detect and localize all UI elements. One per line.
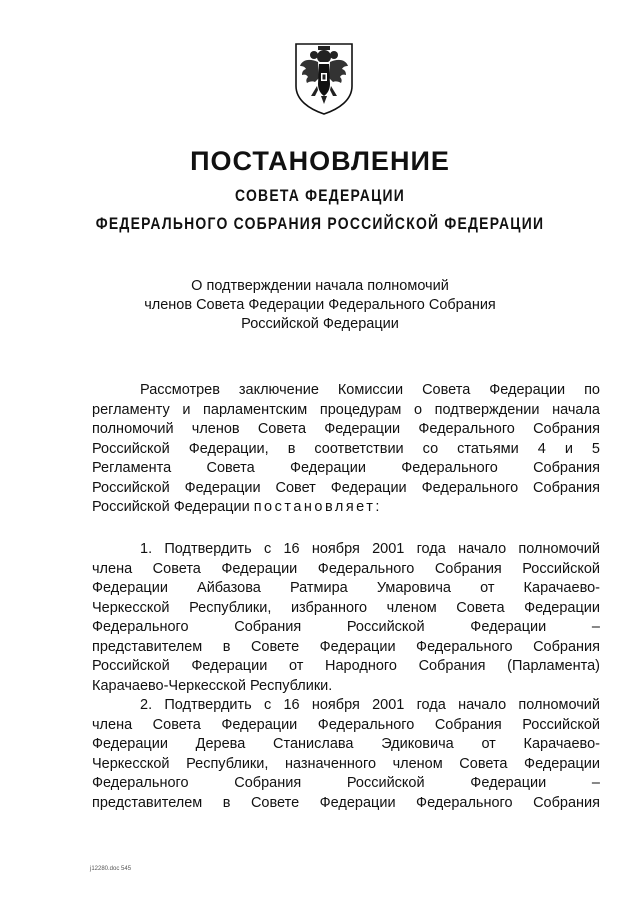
text-line: Федерации Айбазова Ратмира Умаровича от Карачаево-	[92, 580, 600, 596]
subject-line: О подтверждении начала полномочий	[191, 278, 449, 294]
text-line: Черкесской Республики, избранного членом Совета Федерации	[92, 599, 600, 616]
text-line: представителем в Совете Федерации Федерального Собрания	[92, 794, 600, 811]
resolves-word: постановляет:	[253, 499, 382, 515]
issuing-assembly: ФЕДЕРАЛЬНОГО СОБРАНИЯ РОССИЙСКОЙ ФЕДЕРАЦИИ	[95, 214, 545, 233]
preamble-paragraph	[92, 381, 600, 518]
text-line: Российской Федерации от Народного Собрания (Парламента)	[92, 658, 600, 674]
text-line: Федерального Собрания Российской Федерации –	[92, 619, 600, 635]
text-line: члена Совета Федерации Федерального Собрания Российской	[92, 560, 600, 577]
text-line	[92, 498, 600, 518]
russian-coat-of-arms-icon	[293, 40, 355, 116]
clause-1-paragraph	[92, 540, 600, 696]
text-line: Российской Федерации Совет Федерации Федерального Собрания	[92, 479, 600, 496]
text-line: Федерального Собрания Российской Федерации –	[92, 775, 600, 791]
subject-line: Российской Федерации	[241, 316, 399, 332]
text-line: члена Совета Федерации Федерального Собрания Российской	[92, 716, 600, 733]
text-line: Регламента Совета Федерации Федерального Собрания	[92, 460, 600, 476]
document-subject	[0, 277, 640, 334]
text-line: Карачаево-Черкесской Республики.	[92, 677, 333, 694]
text-line: Черкесской Республики, назначенного членом Совета Федерации	[92, 755, 600, 772]
text-line: представителем в Совете Федерации Федерального Собрания	[92, 638, 600, 655]
text-line: регламенту и парламентским процедурам о подтверждении начала	[92, 401, 600, 418]
text-fragment: Российской Федерации	[92, 499, 254, 515]
document-footer-code: j12280.doc 545	[90, 866, 132, 872]
issuing-body: СОВЕТА ФЕДЕРАЦИИ	[235, 186, 405, 205]
document-title: ПОСТАНОВЛЕНИЕ	[190, 146, 450, 176]
text-line: Федерации Дерева Станислава Эдиковича от Карачаево-	[92, 736, 600, 752]
clause-2-paragraph	[92, 696, 600, 813]
text-line: Рассмотрев заключение Комиссии Совета Федерации по	[140, 382, 600, 398]
text-line: 1. Подтвердить с 16 ноября 2001 года начало полномочий	[140, 541, 600, 557]
text-line: полномочий членов Совета Федерации Федерального Собрания	[92, 421, 600, 437]
subject-line: членов Совета Федерации Федерального Собрания	[144, 297, 496, 313]
text-line: Российской Федерации, в соответствии со статьями 4 и 5	[92, 440, 600, 457]
text-line: 2. Подтвердить с 16 ноября 2001 года начало полномочий	[140, 697, 600, 713]
